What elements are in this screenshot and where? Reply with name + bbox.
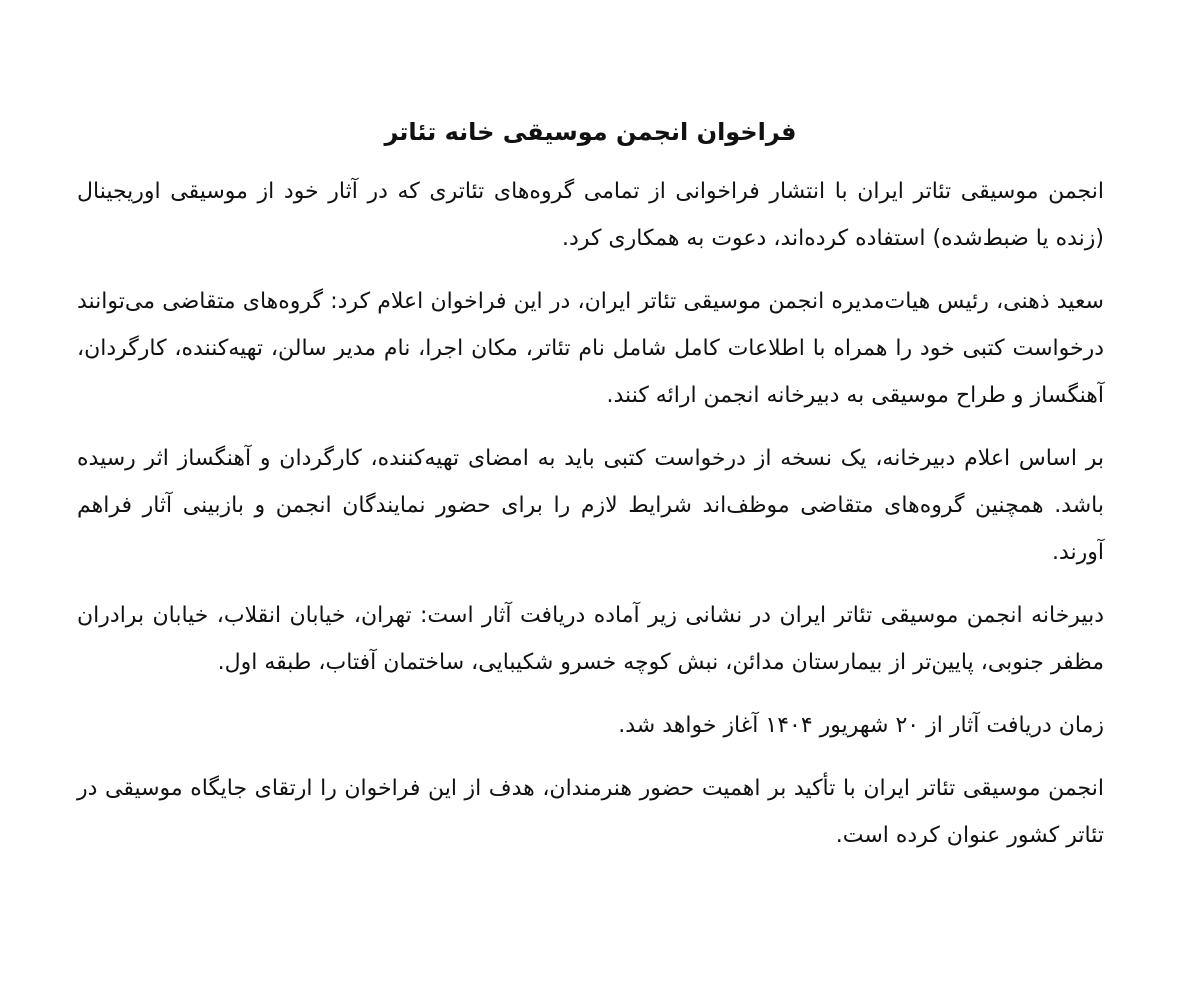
paragraph-date: زمان دریافت آثار از ۲۰ شهریور ۱۴۰۴ آغاز خواهد شد. bbox=[618, 713, 1104, 738]
paragraph-conditions: بر اساس اعلام دبیرخانه، یک نسخه از درخواست کتبی باید به امضای تهیه‌کننده، کارگردان و آهنگساز اثر رسیده باشد. همچنین گروه‌های متقاضی موظف‌اند شرایط لازم را برای حضور نمایندگان انجمن و بازبینی آثار فراهم آورند. bbox=[77, 446, 1104, 565]
paragraph-requirements: سعید ذهنی، رئیس هیات‌مدیره انجمن موسیقی تئاتر ایران، در این فراخوان اعلام کرد: گروه‌های متقاضی می‌توانند درخواست کتبی خود را همراه با اطلاعات کامل شامل نام تئاتر، مکان اجرا، نام مدیر سالن، تهیه‌کننده، کارگردان، آهنگساز و طراح موسیقی به دبیرخانه انجمن ارائه کنند. bbox=[77, 289, 1104, 408]
article-title: فراخوان انجمن موسیقی خانه تئاتر bbox=[384, 118, 797, 146]
paragraph-intro: انجمن موسیقی تئاتر ایران با انتشار فراخوانی از تمامی گروه‌های تئاتری که در آثار خود از موسیقی اوریجینال (زنده یا ضبط‌شده) استفاده کرده‌اند، دعوت به همکاری کرد. bbox=[77, 179, 1104, 251]
paragraph-goal: انجمن موسیقی تئاتر ایران با تأکید بر اهمیت حضور هنرمندان، هدف از این فراخوان را ارتقای جایگاه موسیقی در تئاتر کشور عنوان کرده است. bbox=[77, 776, 1104, 848]
paragraph-address: دبیرخانه انجمن موسیقی تئاتر ایران در نشانی زیر آماده دریافت آثار است: تهران، خیابان انقلاب، خیابان برادران مظفر جنوبی، پایین‌تر از بیمارستان مدائن، نبش کوچه خسرو شکیبایی، ساختمان آفتاب، طبقه اول. bbox=[77, 603, 1104, 675]
